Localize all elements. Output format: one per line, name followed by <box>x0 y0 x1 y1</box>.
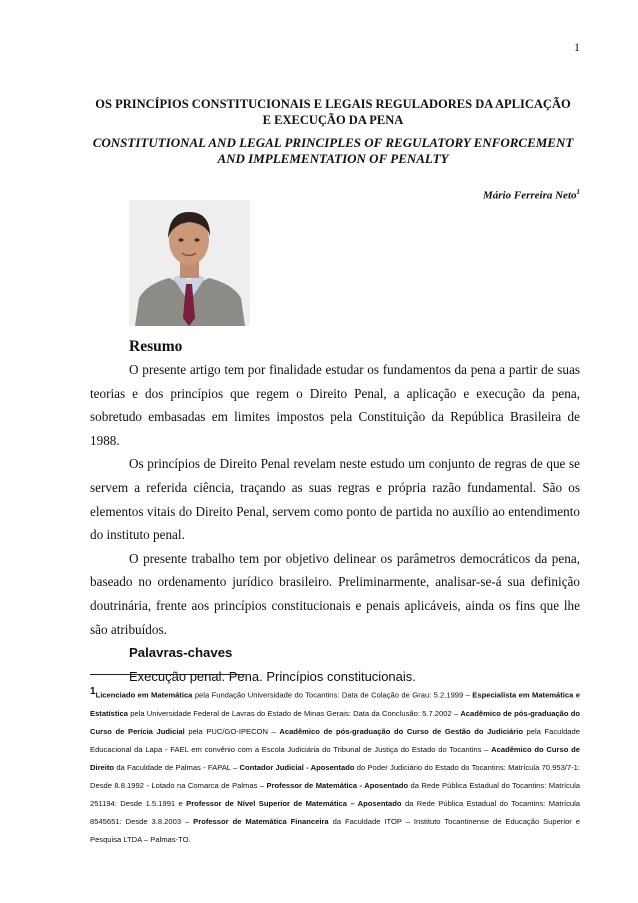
keywords-heading: Palavras-chaves <box>129 645 233 661</box>
abstract-paragraph: O presente artigo tem por finalidade estudar os fundamentos da pena a partir de suas teorias e dos princípios que regem o Direito Penal, a aplicação e execução da pena, sobretudo embasadas em limites impostos pela Constituição da República Brasileira de 1988. <box>90 362 580 448</box>
footnote-bold-text: Acadêmico de pós-graduação do Curso de Perícia Judicial <box>90 708 581 736</box>
footnote-bold-text: Acadêmico de pós-graduação do Curso de Gestão do Judiciário <box>279 726 523 736</box>
page-number: 1 <box>574 40 580 54</box>
abstract-body <box>90 358 580 688</box>
footnote-bold-text: Contador Judicial - Aposentado <box>239 762 355 772</box>
portrait-eye-right <box>194 238 199 241</box>
author-footnote-mark: 1 <box>576 188 580 196</box>
footnote-text: da Rede Pública Estadual do Tocantins: Matrícula 251194: Desde 1.5.1991 e <box>90 780 580 808</box>
footnote-text: da Rede Pública Estadual do Tocantins: Matrícula 8545651: Desde 3.8.2003 – <box>90 798 581 826</box>
footnote-bold-text: Professor de Matemática - Aposentado <box>266 780 409 790</box>
footnote-text: pela Faculdade Educacional da Lapa - FAEL em convênio com a Escola Judiciária do Tribunal de Justiça do Estado do Tocantins – <box>90 726 580 754</box>
portrait-drawing <box>129 200 250 326</box>
footnote-bold-text: Especialista em Matemática e Estatística <box>90 690 580 718</box>
abstract-paragraph: O presente trabalho tem por objetivo delinear os parâmetros democráticos da pena, baseado no ordenamento jurídico brasileiro. Preliminarmente, analisar-se-á sua definição doutrinária, frente aos princípios constitucionais e penais aplicáveis, ainda os fins que lhe são atribuídos. <box>90 550 580 637</box>
abstract-paragraph: Os princípios de Direito Penal revelam neste estudo um conjunto de regras de que se servem a referida ciência, traçando as suas regras e própria razão fundamental. São os elementos vitais do Direito Penal, servem como ponto de partida no auxílio ao entendimento do instituto penal. <box>90 456 580 543</box>
author-name: Mário Ferreira Neto <box>483 189 577 202</box>
footnote-text: da Faculdade de Palmas - FAPAL – <box>114 762 240 772</box>
footnote-text: pela PUC/GO-IPECON – <box>184 726 280 736</box>
footnote <box>90 683 580 849</box>
footnote-bold-text: Professor de Matemática Financeira <box>193 816 329 826</box>
footnote-bold-text: Professor de Nível Superior de Matemática – Aposentado <box>186 798 402 808</box>
footnote-text: da Faculdade ITOP – Instituto Tocantinense de Educação Superior e Pesquisa LTDA – Palmas-TO. <box>90 816 580 844</box>
title-english: CONSTITUTIONAL AND LEGAL PRINCIPLES OF REGULATORY ENFORCEMENT AND IMPLEMENTATION OF PENALTY <box>92 135 574 166</box>
footnote-bold-text: Licenciado em Matemática <box>95 690 193 700</box>
footnote-text: pela Fundação Universidade do Tocantins: Data de Colação de Grau: 5.2.1999 – <box>192 690 473 700</box>
footnote-text: pela Universidade Federal de Lavras do Estado de Minas Gerais: Data da Conclusão: 5.7.2002 – <box>128 708 461 718</box>
footnote-text: do Poder Judiciário do Estado do Tocantins: Matrícula 70.953/7-1: Desde 8.8.1992 - Lotado na Comarca de Palmas – <box>90 762 580 790</box>
footnote-bold-text: Acadêmico do Curso de Direito <box>90 744 580 772</box>
author-line <box>483 188 580 202</box>
footnote-separator <box>90 674 245 675</box>
abstract-heading: Resumo <box>129 338 183 355</box>
keywords-text: Execução penal. Pena. Princípios constitucionais. <box>129 668 416 684</box>
author-portrait-icon <box>129 200 250 326</box>
portrait-eye-left <box>178 238 183 241</box>
footnote-mark: 1 <box>90 686 96 697</box>
title-portuguese: OS PRINCÍPIOS CONSTITUCIONAIS E LEGAIS REGULADORES DA APLICAÇÃO E EXECUÇÃO DA PENA <box>95 97 571 127</box>
